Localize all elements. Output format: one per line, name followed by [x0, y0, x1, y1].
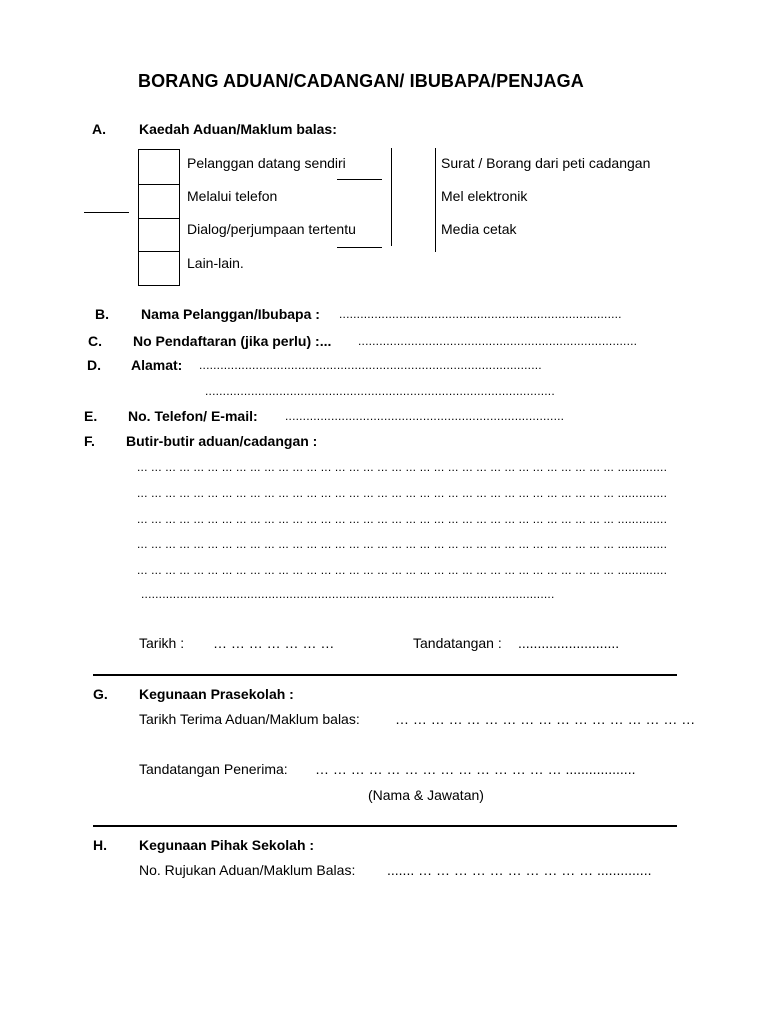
section-b-label: Nama Pelanggan/Ibubapa :	[141, 306, 320, 322]
section-divider	[93, 674, 677, 676]
option-dialog: Dialog/perjumpaan tertentu	[187, 221, 356, 237]
option-pelanggan-datang: Pelanggan datang sendiri	[187, 155, 346, 171]
section-g-label: Kegunaan Prasekolah :	[139, 686, 294, 702]
section-c-label: No Pendaftaran (jika perlu) :...	[133, 333, 332, 349]
checkbox-telefon[interactable]	[138, 184, 180, 219]
tandatangan-penerima-field[interactable]: … … … … … … … … … … … … … … ..................	[315, 761, 636, 777]
section-c-letter: C.	[88, 333, 102, 349]
alamat-field-1[interactable]: .................................................................................................	[199, 358, 542, 372]
section-f-label: Butir-butir aduan/cadangan :	[126, 433, 318, 449]
column-divider	[435, 148, 436, 252]
alamat-field-2[interactable]: ...................................................................................................	[205, 384, 555, 398]
section-h-letter: H.	[93, 837, 107, 853]
option-media-cetak: Media cetak	[441, 221, 517, 237]
option-surat: Surat / Borang dari peti cadangan	[441, 155, 651, 171]
option-lain-lain: Lain-lain.	[187, 255, 244, 271]
option-telefon: Melalui telefon	[187, 188, 278, 204]
section-b-letter: B.	[95, 306, 109, 322]
nama-jawatan-note: (Nama & Jawatan)	[368, 787, 484, 803]
option-mel-elektronik: Mel elektronik	[441, 188, 528, 204]
section-e-letter: E.	[84, 408, 98, 424]
tarikh-terima-field[interactable]: … … … … … … … … … … … … … … … … …	[395, 711, 696, 727]
checkbox-lain-lain[interactable]	[138, 251, 180, 286]
checkbox-dialog[interactable]	[138, 218, 180, 252]
tarikh-label: Tarikh :	[139, 635, 185, 651]
butiran-line[interactable]: ... ... ... ... ... ... ... ... ... ... ... ... ... ... ... ... ... ... ... ... ... ... ... ... ... ... ... ... ... ... ... ... ... ... ..............	[137, 563, 668, 577]
tandatangan-field[interactable]: ..........................	[518, 635, 620, 651]
butiran-line[interactable]: ... ... ... ... ... ... ... ... ... ... ... ... ... ... ... ... ... ... ... ... ... ... ... ... ... ... ... ... ... ... ... ... ... ... ..............	[137, 460, 668, 474]
tandatangan-penerima-label: Tandatangan Penerima:	[139, 761, 288, 777]
divider-line	[337, 179, 382, 180]
butiran-line[interactable]: ... ... ... ... ... ... ... ... ... ... ... ... ... ... ... ... ... ... ... ... ... ... ... ... ... ... ... ... ... ... ... ... ... ... ..............	[137, 486, 668, 500]
stray-line	[84, 212, 129, 213]
butiran-line[interactable]: ... ... ... ... ... ... ... ... ... ... ... ... ... ... ... ... ... ... ... ... ... ... ... ... ... ... ... ... ... ... ... ... ... ... ..............	[137, 512, 668, 526]
no-pendaftaran-field[interactable]: ...............................................................................	[358, 334, 638, 348]
telefon-email-field[interactable]: ...............................................................................	[285, 409, 565, 423]
butiran-line[interactable]: ... ... ... ... ... ... ... ... ... ... ... ... ... ... ... ... ... ... ... ... ... ... ... ... ... ... ... ... ... ... ... ... ... ... ..............	[137, 537, 668, 551]
tarikh-field[interactable]: … … … … … … …	[213, 635, 335, 651]
nama-pelanggan-field[interactable]: ................................................................................	[339, 307, 622, 321]
form-title: BORANG ADUAN/CADANGAN/ IBUBAPA/PENJAGA	[138, 71, 584, 91]
no-rujukan-label: No. Rujukan Aduan/Maklum Balas:	[139, 862, 356, 878]
section-divider	[93, 825, 677, 827]
section-e-label: No. Telefon/ E-mail:	[128, 408, 258, 424]
no-rujukan-field[interactable]: ....... … … … … … … … … … … ..............	[387, 862, 652, 878]
butiran-line[interactable]: .....................................................................................................................	[141, 587, 555, 601]
section-a-label: Kaedah Aduan/Maklum balas:	[139, 121, 337, 137]
tandatangan-label: Tandatangan :	[413, 635, 502, 651]
section-a-letter: A.	[92, 121, 106, 137]
section-g-letter: G.	[93, 686, 108, 702]
tarikh-terima-label: Tarikh Terima Aduan/Maklum balas:	[139, 711, 360, 727]
section-h-label: Kegunaan Pihak Sekolah :	[139, 837, 315, 853]
divider-line	[337, 247, 382, 248]
section-d-letter: D.	[87, 357, 101, 373]
section-f-letter: F.	[84, 433, 95, 449]
checkbox-pelanggan-datang[interactable]	[138, 149, 180, 185]
column-divider	[391, 148, 392, 246]
section-d-label: Alamat:	[131, 357, 183, 373]
